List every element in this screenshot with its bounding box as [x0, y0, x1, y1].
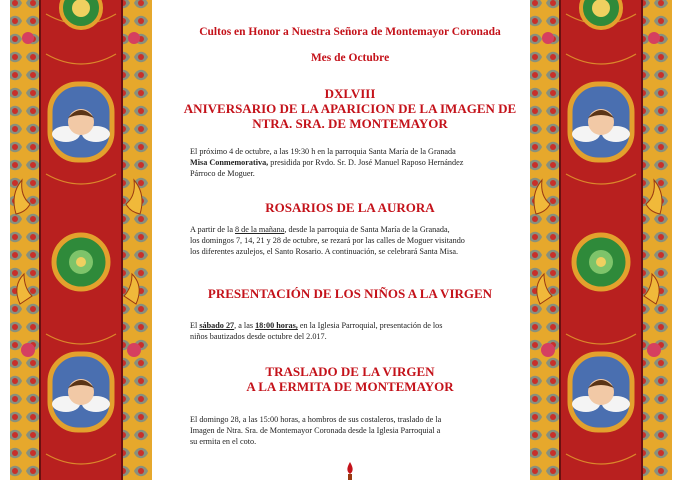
flame-finial-icon [344, 462, 356, 480]
heading-line: A LA ERMITA DE MONTEMAYOR [246, 379, 454, 394]
paragraph-line: los domingos 7, 14, 21 y 28 de octubre, se rezará por las calles de Moguer visitando [190, 236, 465, 245]
angel-medallion-icon [570, 354, 632, 430]
section-heading-rosarios: ROSARIOS DE LA AURORA [265, 200, 435, 215]
program-text [180, 0, 520, 480]
section-heading-presentacion: PRESENTACIÓN DE LOS NIÑOS A LA VIRGEN [207, 286, 493, 301]
text-run: El [190, 321, 200, 330]
paragraph-line: Imagen de Ntra. Sra. de Montemayor Coronada desde la Iglesia Parroquial a [190, 426, 441, 435]
text-run: presidida por Rvdo. Sr. D. José Manuel Raposo Hernández [268, 158, 464, 167]
section-paragraph-presentacion [190, 320, 512, 342]
paragraph-line [190, 157, 512, 168]
angel-medallion-icon [570, 84, 632, 160]
angel-medallion-icon [50, 84, 112, 160]
heading-line: DXLVIII [324, 86, 376, 101]
paragraph-line: Párroco de Moguer. [190, 169, 255, 178]
underlined-text: 8 de la mañana [235, 225, 285, 234]
section-heading-aniversario [180, 86, 520, 131]
section-paragraph-rosarios [190, 224, 512, 257]
green-rosette-icon [61, 0, 101, 28]
heading-line: ANIVERSARIO DE LA APARICION DE LA IMAGEN DE [183, 101, 517, 116]
bold-text: Misa Conmemorativa, [190, 158, 269, 167]
paragraph-line: El domingo 28, a las 15:00 horas, a hombros de sus costaleros, traslado de la [190, 415, 442, 424]
text-run: , desde la parroquia de Santa María de la Granada, [284, 225, 450, 234]
page-title: Cultos en Honor a Nuestra Señora de Montemayor Coronada [199, 26, 501, 38]
text-run: en la Iglesia Parroquial, presentación de los [297, 321, 443, 330]
time-text: 18:00 horas, [255, 321, 298, 330]
paragraph-line: su ermita en el coto. [190, 437, 257, 446]
green-rosette-icon [54, 235, 108, 289]
text-run: , a las [234, 321, 256, 330]
left-ornamental-column [6, 0, 156, 480]
green-rosette-icon [581, 0, 621, 28]
section-paragraph-traslado [190, 414, 512, 447]
angel-medallion-icon [50, 354, 112, 430]
baroque-column-icon [6, 0, 156, 480]
paragraph-line: niños bautizados desde octubre del 2.017. [190, 332, 327, 341]
paragraph-line: El próximo 4 de octubre, a las 19:30 h en la parroquia Santa María de la Granada [190, 147, 456, 156]
date-text: sábado 27 [199, 321, 235, 330]
heading-line: NTRA. SRA. DE MONTEMAYOR [252, 116, 448, 131]
paragraph-line: los diferentes azulejos, el Santo Rosario. A continuación, se celebrará Santa Misa. [190, 247, 459, 256]
text-run: A partir de la [190, 225, 236, 234]
month-subtitle: Mes de Octubre [310, 52, 390, 64]
heading-line: TRASLADO DE LA VIRGEN [265, 364, 435, 379]
paragraph-line [190, 224, 512, 235]
green-rosette-icon [574, 235, 628, 289]
section-heading-traslado [180, 364, 520, 394]
baroque-column-icon [526, 0, 676, 480]
right-ornamental-column [526, 0, 676, 480]
paragraph-line [190, 320, 512, 331]
section-paragraph-aniversario [190, 146, 512, 179]
